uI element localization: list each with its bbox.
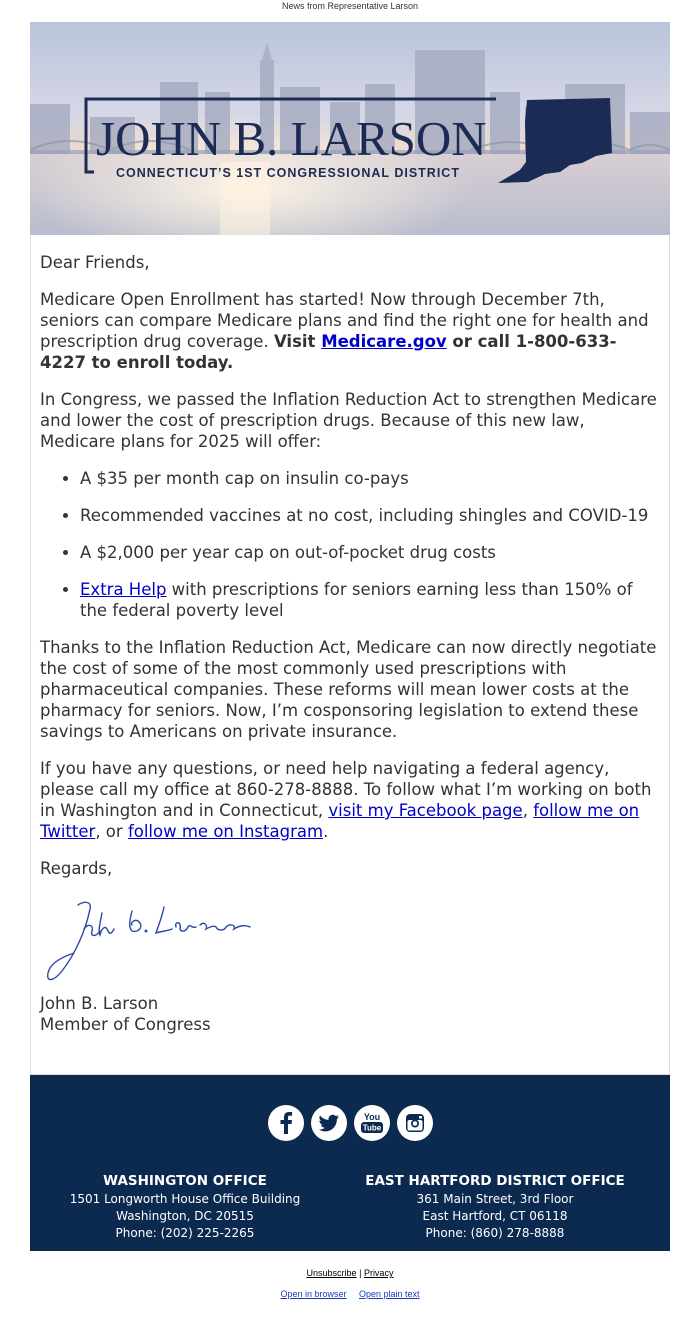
open-plain-text-link[interactable]: Open plain text bbox=[359, 1289, 420, 1299]
signature-block bbox=[40, 993, 660, 1035]
unsubscribe-link[interactable]: Unsubscribe bbox=[306, 1268, 357, 1278]
banner-skyline-image bbox=[30, 22, 670, 235]
handwritten-signature bbox=[40, 891, 660, 989]
twitter-icon[interactable] bbox=[311, 1105, 347, 1141]
list-item: • Recommended vaccines at no cost, including shingles and COVID-19 bbox=[80, 505, 660, 526]
header-banner bbox=[30, 22, 670, 235]
signature-name: John B. Larson bbox=[40, 994, 159, 1013]
paragraph-reforms: Thanks to the Inflation Reduction Act, Medicare can now directly negotiate the cost of some of the most commonly used prescriptions with pharmaceutical companies. These reforms will mean lower costs at the pharmacy for seniors. Now, I’m cosponsoring legislation to extend these savings to Americans on private insurance. bbox=[40, 638, 657, 741]
extra-help-link[interactable]: Extra Help bbox=[80, 580, 167, 599]
hartford-office-address: 361 Main Street, 3rd Floor bbox=[416, 1192, 574, 1206]
twitter-link[interactable]: follow me on Twitter bbox=[40, 801, 640, 841]
washington-office-address: 1501 Longworth House Office Building bbox=[69, 1192, 301, 1206]
privacy-link[interactable]: Privacy bbox=[363, 1268, 394, 1278]
preheader-text: News from Representative Larson bbox=[281, 1, 419, 11]
open-links-row bbox=[0, 1289, 700, 1299]
closing: Regards, bbox=[40, 859, 113, 878]
link-separator: | bbox=[359, 1268, 362, 1278]
hartford-office-title: EAST HARTFORD DISTRICT OFFICE bbox=[365, 1173, 625, 1189]
svg-text:Tube: Tube bbox=[362, 1123, 381, 1133]
washington-office bbox=[30, 1172, 340, 1242]
hartford-office-city: East Hartford, CT 06118 bbox=[422, 1209, 568, 1223]
hartford-office-phone: Phone: (860) 278-8888 bbox=[425, 1226, 565, 1240]
paragraph-enrollment: Medicare Open Enrollment has started! Now through December 7th, seniors can compare Medicare plans and find the right one for health and prescription drug coverage. Visit Medicare.gov or call 1-800-633-4227 to enroll today. bbox=[40, 290, 649, 372]
medicare-gov-link[interactable]: Medicare.gov bbox=[321, 332, 447, 351]
signature-title: Member of Congress bbox=[40, 1015, 211, 1034]
instagram-link[interactable]: follow me on Instagram bbox=[127, 822, 324, 841]
hartford-office bbox=[340, 1172, 650, 1242]
banner-district: CONNECTICUT’S 1ST CONGRESSIONAL DISTRICT bbox=[116, 166, 460, 180]
greeting: Dear Friends, bbox=[40, 253, 150, 272]
svg-text:You: You bbox=[363, 1112, 380, 1122]
paragraph-congress: In Congress, we passed the Inflation Reduction Act to strengthen Medicare and lower the cost of prescription drugs. Because of this new law, Medicare plans for 2025 will offer: bbox=[40, 390, 657, 451]
banner-name: JOHN B. LARSON bbox=[96, 111, 487, 166]
letter-body bbox=[40, 252, 660, 1035]
washington-office-phone: Phone: (202) 225-2265 bbox=[115, 1226, 255, 1240]
benefits-list bbox=[40, 468, 660, 621]
facebook-icon[interactable] bbox=[268, 1105, 304, 1141]
youtube-icon[interactable] bbox=[354, 1105, 390, 1141]
list-item: • Extra Help with prescriptions for seniors earning less than 150% of the federal poverty level bbox=[80, 579, 660, 621]
social-icons bbox=[30, 1105, 670, 1141]
unsubscribe-row bbox=[0, 1268, 700, 1278]
footer bbox=[30, 1075, 670, 1251]
facebook-page-link[interactable]: visit my Facebook page bbox=[328, 801, 523, 820]
washington-office-city: Washington, DC 20515 bbox=[116, 1209, 254, 1223]
instagram-icon[interactable] bbox=[397, 1105, 433, 1141]
washington-office-title: WASHINGTON OFFICE bbox=[103, 1173, 267, 1189]
list-item: • A $35 per month cap on insulin co-pays bbox=[80, 468, 660, 489]
paragraph-contact: If you have any questions, or need help navigating a federal agency, please call my office at 860-278-8888. To follow what I’m working on both in Washington and in Connecticut, visit my Facebook page, follow me on Twitter, or follow me on Instagram. bbox=[40, 759, 652, 841]
open-in-browser-link[interactable]: Open in browser bbox=[280, 1289, 347, 1299]
list-item: • A $2,000 per year cap on out-of-pocket drug costs bbox=[80, 542, 660, 563]
